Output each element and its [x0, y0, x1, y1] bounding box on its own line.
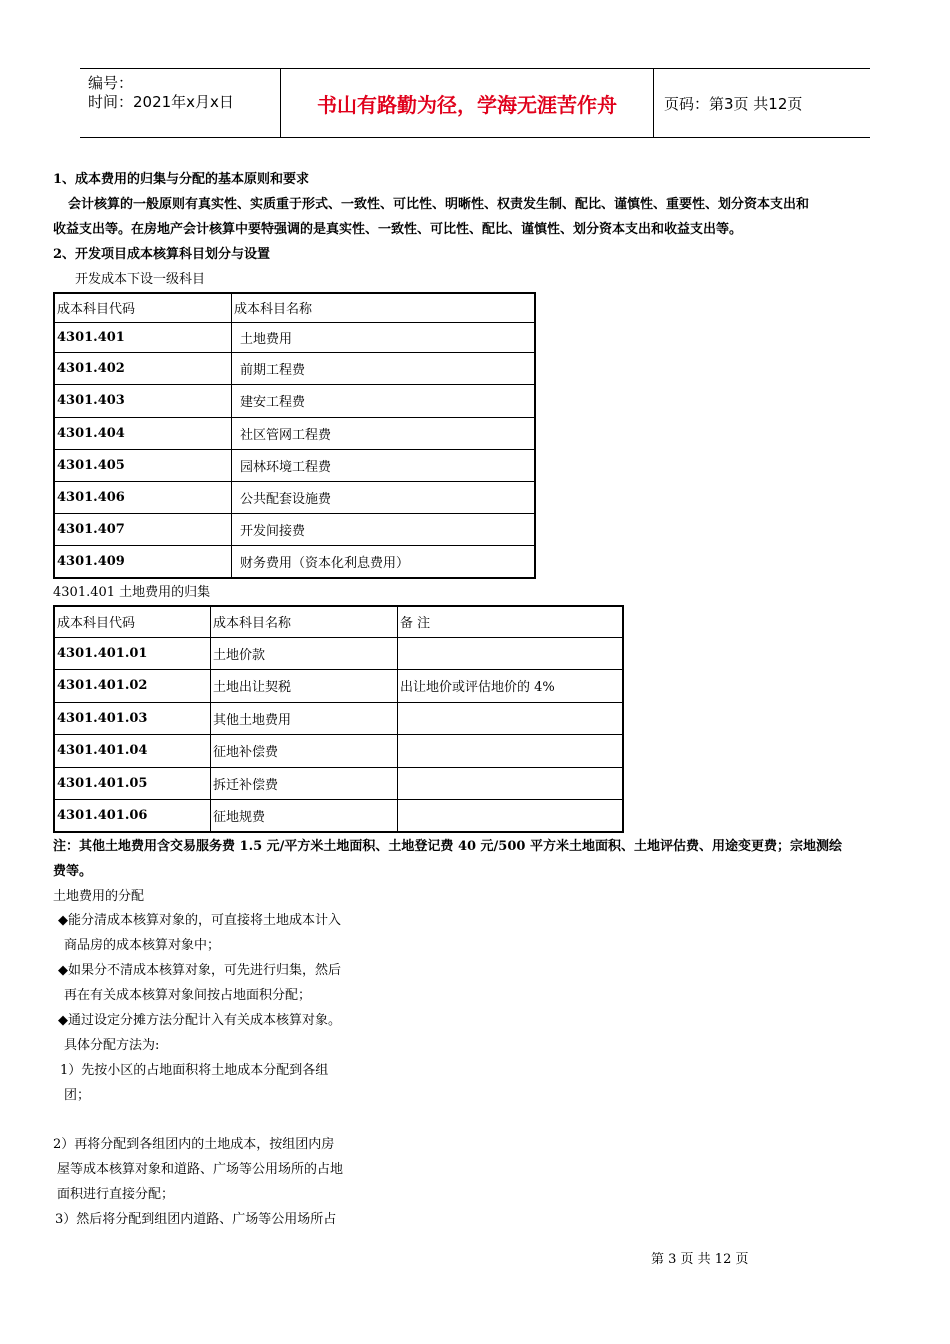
table-row [54, 799, 623, 832]
table-cell: 4301.402 [54, 352, 232, 384]
paragraph-line: 会计核算的一般原则有真实性、实质重于形式、一致性、可比性、明晰性、权责发生制、配比、谨慎性、重要性、划分资本支出和 [68, 197, 810, 212]
table-row [54, 322, 535, 352]
table-cell: 4301.401.03 [54, 702, 211, 734]
step-line: 3）然后将分配到组团内道路、广场等公用场所占 [55, 1212, 337, 1227]
table-cell: 4301.401 [54, 322, 232, 352]
header-meta [80, 69, 281, 137]
note-line: 注：其他土地费用含交易服务费 1.5 元/平方米土地面积、土地登记费 40 元/500 平方米土地面积、土地评估费、用途变更费；宗地测绘 [53, 839, 842, 854]
table-cell: 4301.407 [54, 513, 232, 545]
land-cost-table [53, 605, 624, 833]
table-row [54, 417, 535, 449]
table-cell: 公共配套设施费 [232, 481, 536, 513]
page-header [80, 68, 870, 138]
subheading: 开发成本下设一级科目 [75, 272, 206, 287]
method-title: 具体分配方法为: [64, 1038, 160, 1053]
table-row [54, 767, 623, 799]
section-heading-2: 2、开发项目成本核算科目划分与设置 [53, 247, 271, 262]
table-cell [398, 799, 624, 832]
table-row [54, 669, 623, 702]
table-cell: 土地价款 [211, 637, 398, 669]
table-header-cell: 成本科目代码 [54, 606, 211, 637]
table2-title-text: 4301.401 土地费用的归集 [53, 585, 211, 600]
alloc-title: 土地费用的分配 [53, 889, 145, 904]
bullet-line: ◆通过设定分摊方法分配计入有关成本核算对象。 [58, 1013, 341, 1028]
step-line: 1）先按小区的占地面积将土地成本分配到各组 [60, 1063, 329, 1078]
table-cell: 出让地价或评估地价的 4% [398, 669, 624, 702]
note-line: 费等。 [53, 864, 93, 879]
bullet-line: ◆如果分不清成本核算对象，可先进行归集，然后 [58, 963, 341, 978]
table-cell: 土地出让契税 [211, 669, 398, 702]
table-cell: 4301.403 [54, 384, 232, 417]
step-line: 屋等成本核算对象和道路、广场等公用场所的占地 [57, 1162, 344, 1177]
step-line: 面积进行直接分配； [57, 1187, 175, 1202]
table-row [54, 384, 535, 417]
table-row [54, 513, 535, 545]
number-label: 编号： [88, 74, 134, 92]
time-label: 时间：2021年x月x日 [88, 93, 234, 111]
table-cell [398, 734, 624, 767]
table-cell: 4301.401.04 [54, 734, 211, 767]
table-cell [398, 637, 624, 669]
table-cell: 社区管网工程费 [232, 417, 536, 449]
table-header-cell: 成本科目名称 [232, 293, 536, 322]
table-cell: 4301.401.01 [54, 637, 211, 669]
page-footer: 第 3 页 共 12 页 [651, 1252, 749, 1267]
table-row [54, 637, 623, 669]
table-row [54, 545, 535, 578]
table-cell [398, 702, 624, 734]
table-row [54, 702, 623, 734]
table-cell: 4301.405 [54, 449, 232, 481]
table-cell: 征地补偿费 [211, 734, 398, 767]
table2-title [53, 585, 210, 601]
table-cell: 拆迁补偿费 [211, 767, 398, 799]
table-cell: 前期工程费 [232, 352, 536, 384]
table-header-cell: 备 注 [398, 606, 624, 637]
bullet-line: 再在有关成本核算对象间按占地面积分配； [64, 988, 312, 1003]
table-cell: 征地规费 [211, 799, 398, 832]
paragraph-line: 收益支出等。在房地产会计核算中要特强调的是真实性、一致性、可比性、配比、谨慎性、划分资本支出和收益支出等。 [53, 222, 743, 237]
table-cell: 4301.406 [54, 481, 232, 513]
table-cell: 开发间接费 [232, 513, 536, 545]
step-line: 2）再将分配到各组团内的土地成本，按组团内房 [53, 1137, 335, 1152]
table-cell: 4301.404 [54, 417, 232, 449]
section-heading-1: 1、成本费用的归集与分配的基本原则和要求 [53, 172, 310, 187]
table-cell: 建安工程费 [232, 384, 536, 417]
table-cell: 4301.401.02 [54, 669, 211, 702]
table-cell: 4301.409 [54, 545, 232, 578]
cost-subject-table [53, 292, 536, 579]
table-cell: 园林环境工程费 [232, 449, 536, 481]
table-cell: 4301.401.05 [54, 767, 211, 799]
table-cell: 4301.401.06 [54, 799, 211, 832]
table-cell [398, 767, 624, 799]
table-cell: 其他土地费用 [211, 702, 398, 734]
step-line: 团； [64, 1088, 91, 1103]
table-row [54, 352, 535, 384]
header-motto: 书山有路勤为径，学海无涯苦作舟 [281, 69, 654, 137]
table-row [54, 449, 535, 481]
table-row [54, 734, 623, 767]
table-header-row [54, 293, 535, 322]
bullet-line: ◆能分清成本核算对象的，可直接将土地成本计入 [58, 913, 341, 928]
header-page-info: 页码：第3页 共12页 [664, 95, 803, 113]
table-cell: 财务费用（资本化利息费用） [232, 545, 536, 578]
table-header-cell: 成本科目代码 [54, 293, 232, 322]
bullet-line: 商品房的成本核算对象中； [64, 938, 221, 953]
table-cell: 土地费用 [232, 322, 536, 352]
table-header-cell: 成本科目名称 [211, 606, 398, 637]
table-header-row [54, 606, 623, 637]
table-row [54, 481, 535, 513]
